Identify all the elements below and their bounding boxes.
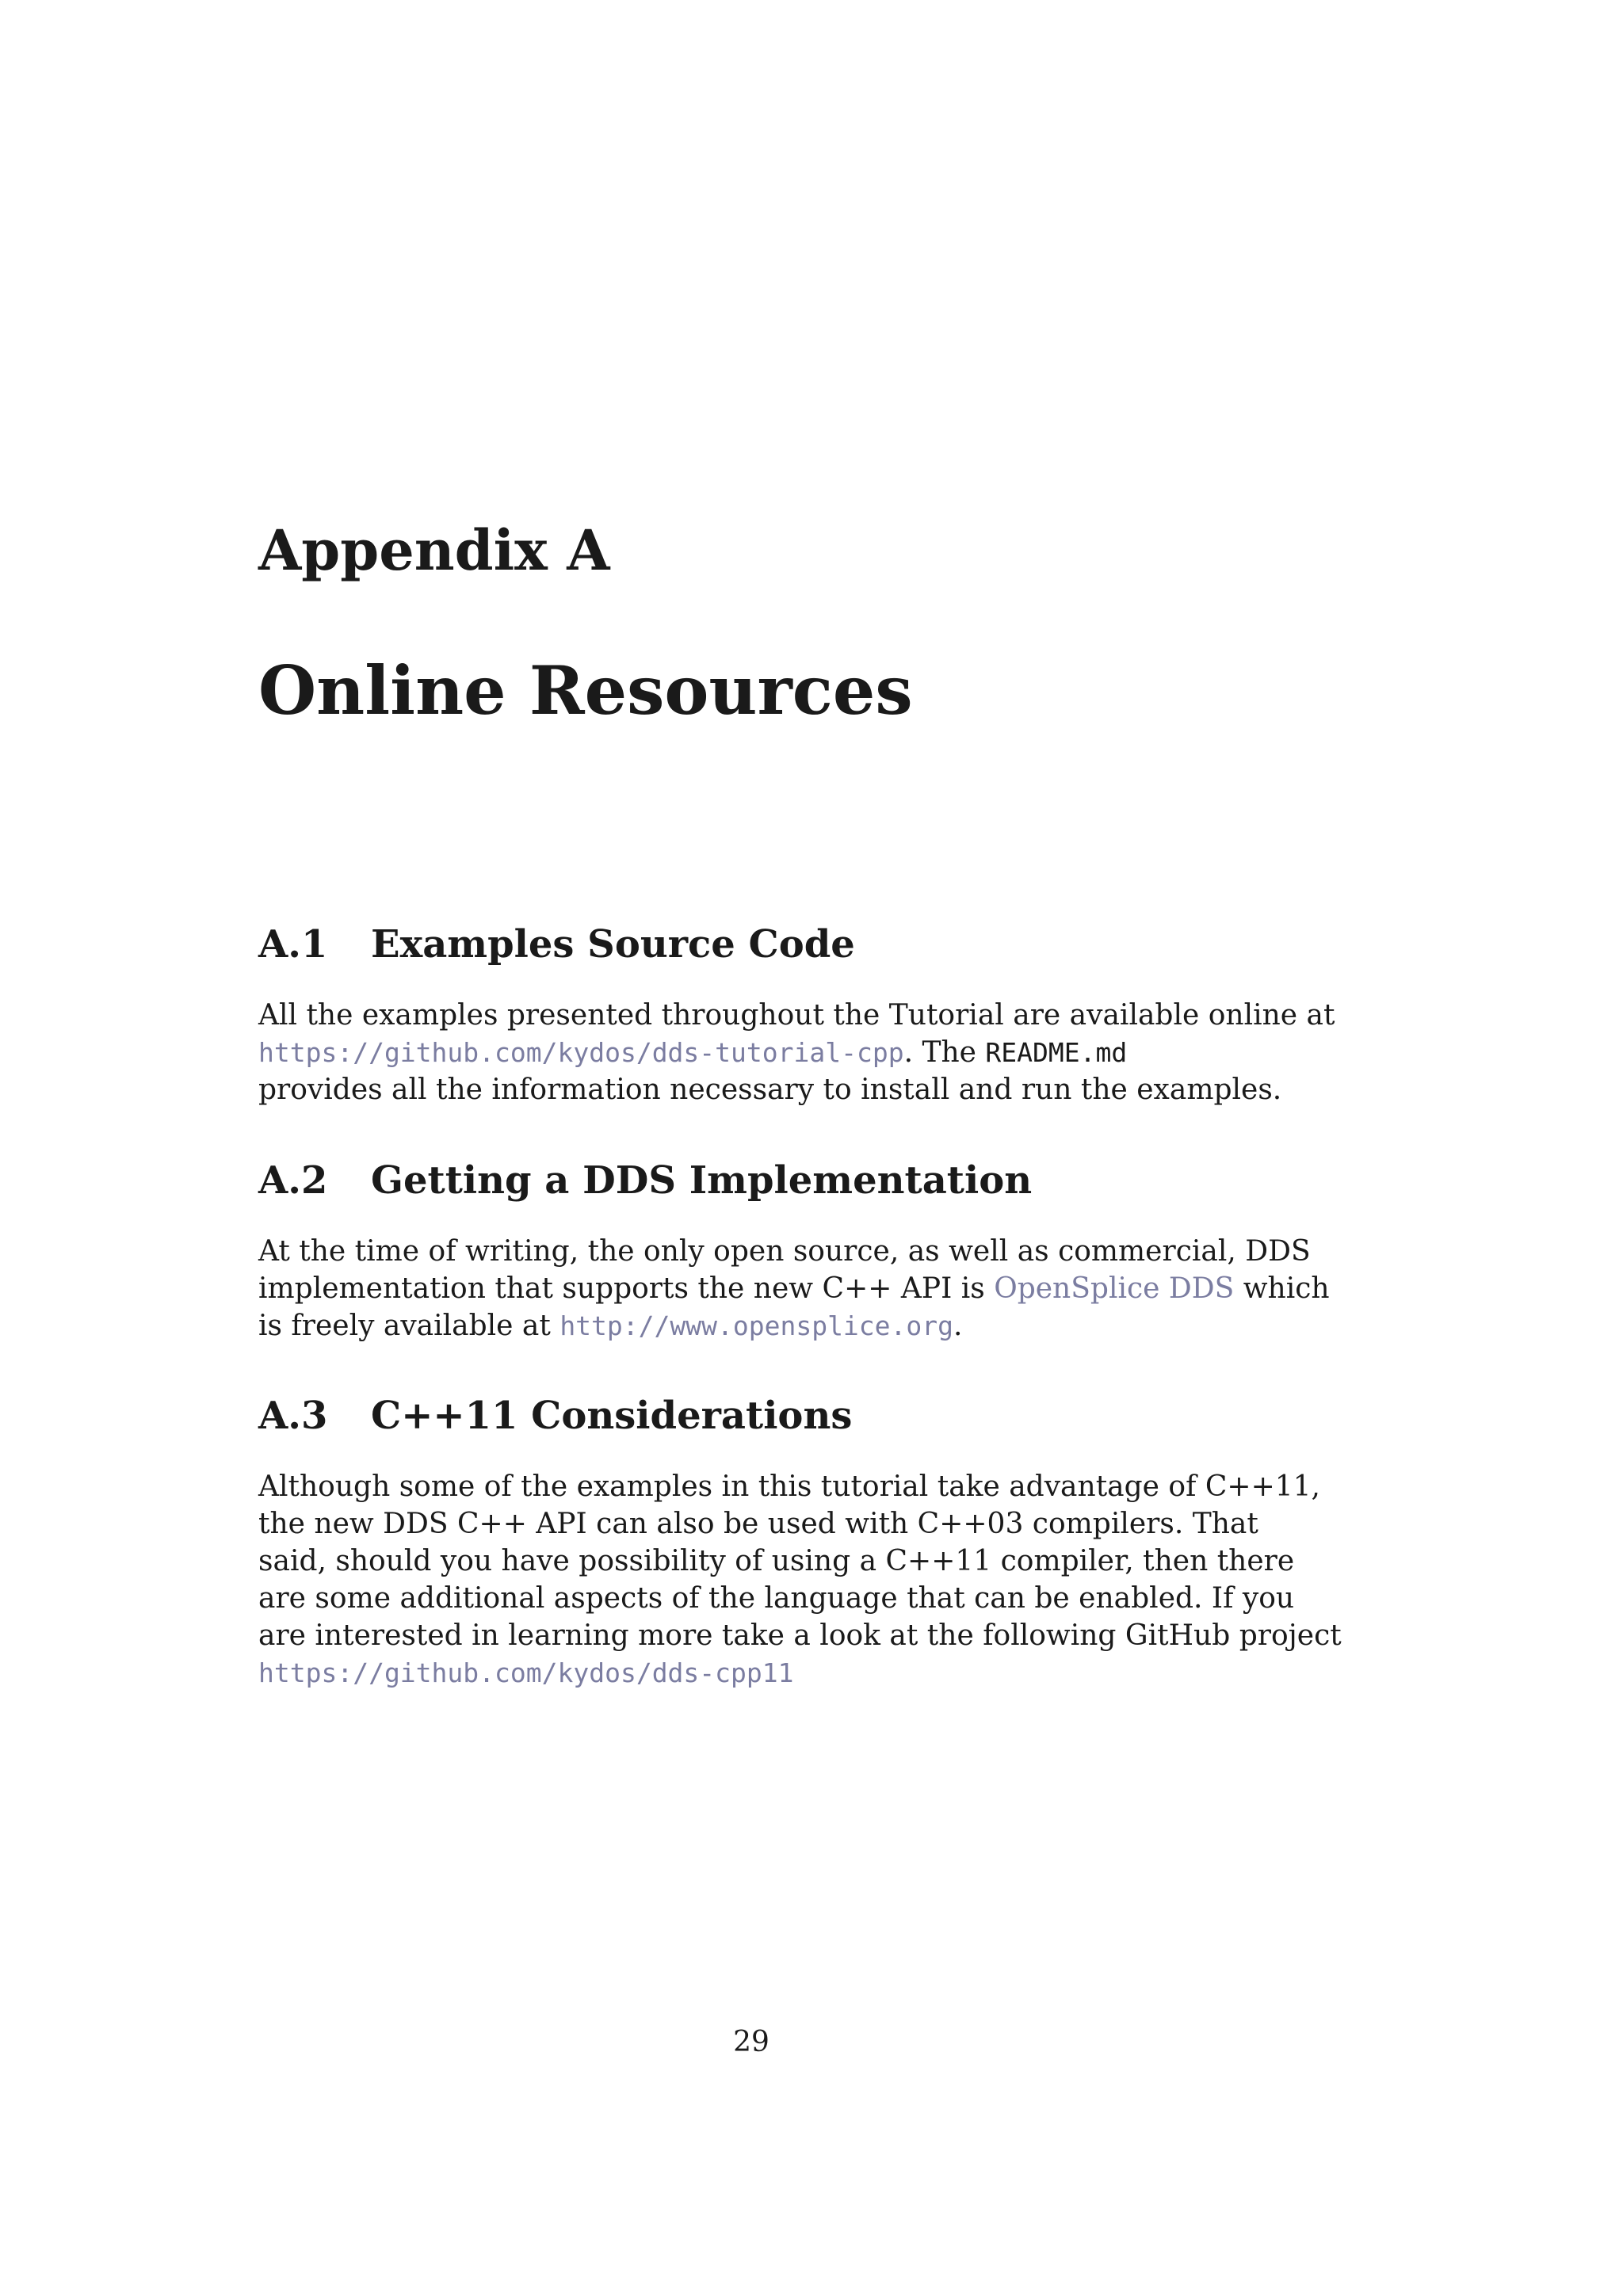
section-number: A.1 [258, 922, 328, 967]
section-title: Getting a DDS Implementation [371, 1158, 1033, 1203]
paragraph-text: . [953, 1310, 963, 1342]
github-cpp11-link[interactable]: https://github.com/kydos/dds-cpp11 [258, 1657, 794, 1688]
section-a3-paragraph [258, 1468, 1342, 1691]
paragraph-text: which [1234, 1272, 1330, 1305]
section-a1-paragraph [258, 997, 1335, 1108]
page-number: 29 [733, 2026, 769, 2058]
paragraph-line: At the time of writing, the only open source, as well as commercial, DDS [258, 1235, 1311, 1268]
section-title: Examples Source Code [371, 922, 855, 967]
github-tutorial-link[interactable]: https://github.com/kydos/dds-tutorial-cpp [258, 1037, 904, 1068]
paragraph-line: are some additional aspects of the language that can be enabled. If you [258, 1582, 1295, 1615]
paragraph-line: the new DDS C++ API can also be used with C++03 compilers. That [258, 1508, 1258, 1540]
paragraph-text: implementation that supports the new C++ API is [258, 1272, 995, 1305]
section-title: C++11 Considerations [371, 1394, 853, 1438]
chapter-title: Online Resources [258, 651, 913, 730]
opensplice-url-link[interactable]: http://www.opensplice.org [559, 1310, 954, 1341]
paragraph-line: are interested in learning more take a look at the following GitHub project [258, 1619, 1342, 1652]
section-heading-a3 [258, 1394, 853, 1438]
paragraph-line: All the examples presented throughout the Tutorial are available online at [258, 999, 1335, 1032]
paragraph-line [258, 1270, 1330, 1307]
paragraph-line: Although some of the examples in this tutorial take advantage of C++11, [258, 1470, 1320, 1503]
opensplice-dds-link[interactable]: OpenSplice DDS [994, 1272, 1235, 1305]
paragraph-line [258, 1654, 1244, 1691]
section-a2-paragraph [258, 1233, 1330, 1344]
section-number: A.2 [258, 1158, 328, 1203]
section-heading-a1 [258, 922, 855, 967]
paragraph-text: is freely available at [258, 1310, 560, 1342]
paragraph-text: . The [903, 1036, 986, 1069]
section-number: A.3 [258, 1394, 328, 1438]
chapter-label: Appendix A [258, 517, 610, 583]
paragraph-line [258, 1034, 1244, 1071]
paragraph-line: said, should you have possibility of using a C++11 compiler, then there [258, 1545, 1295, 1577]
readme-code: README.md [985, 1037, 1128, 1068]
section-heading-a2 [258, 1158, 1033, 1203]
paragraph-line: provides all the information necessary to install and run the examples. [258, 1074, 1282, 1106]
paragraph-line [258, 1307, 1244, 1344]
